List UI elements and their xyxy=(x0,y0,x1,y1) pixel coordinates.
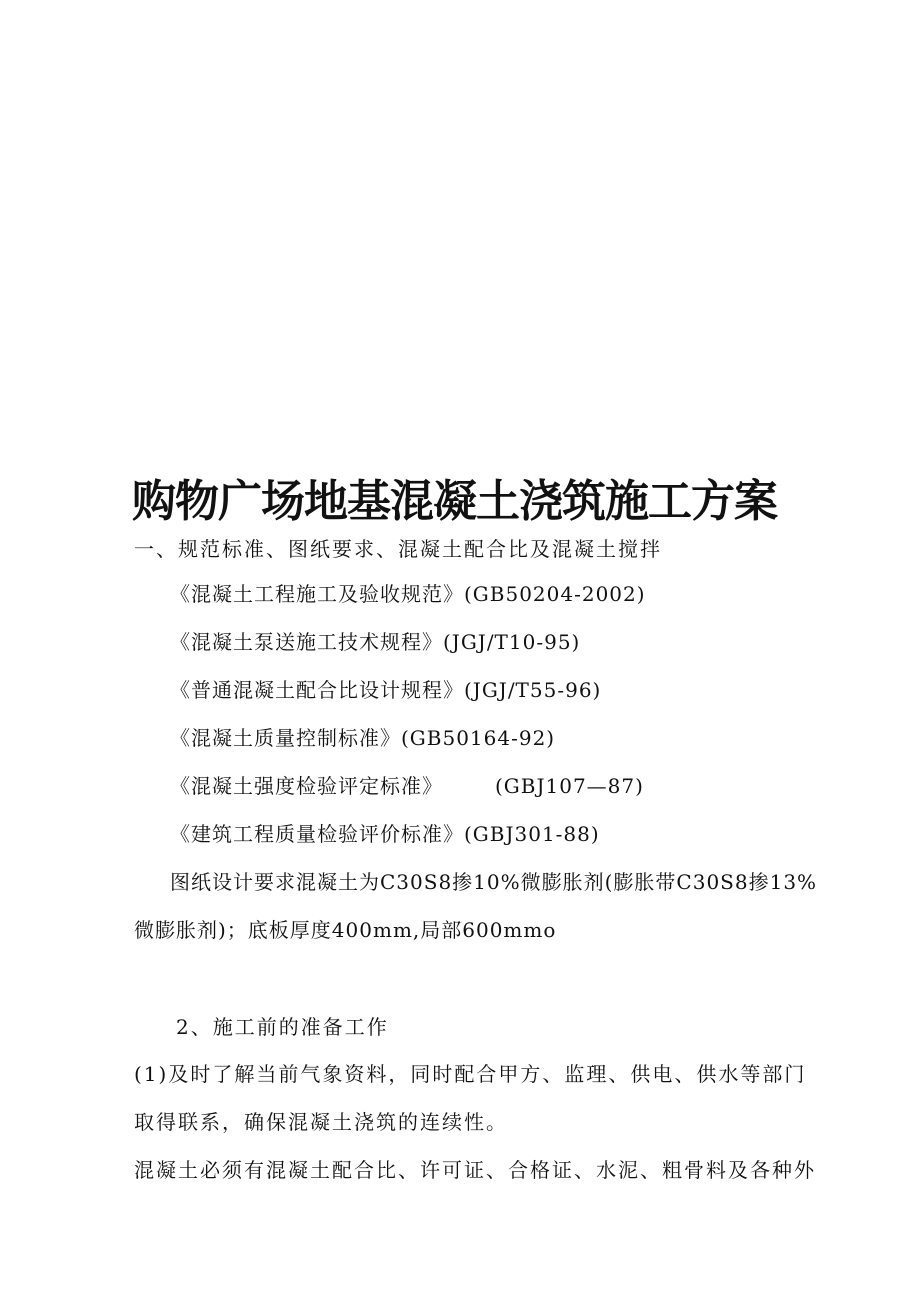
reference-name: 《混凝土质量控制标准》 xyxy=(170,726,401,750)
reference-item xyxy=(170,820,600,848)
design-requirement-text: 微膨胀剂)；底板厚度400mm,局部600mmo xyxy=(134,918,557,942)
reference-item xyxy=(170,772,644,800)
reference-code: (JGJ/T10-95) xyxy=(443,630,581,654)
paragraph-text: 混凝土必须有混凝土配合比、许可证、合格证、水泥、粗骨料及各种外 xyxy=(134,1158,816,1182)
reference-code: (GBJ301-88) xyxy=(464,822,600,846)
reference-code: (GB50164-92) xyxy=(401,726,556,750)
reference-item xyxy=(170,580,646,608)
reference-item xyxy=(170,676,601,704)
design-requirement-text: 图纸设计要求混凝土为C30S8掺10%微膨胀剂(膨胀带C30S8掺13% xyxy=(170,870,818,894)
paragraph-text: (1)及时了解当前气象资料，同时配合甲方、监理、供电、供水等部门 xyxy=(134,1062,807,1086)
document-title: 购物广场地基混凝土浇筑施工方案 xyxy=(132,476,777,527)
reference-name: 《混凝土工程施工及验收规范》 xyxy=(170,582,464,606)
paragraph-text: 取得联系，确保混凝土浇筑的连续性。 xyxy=(134,1110,508,1134)
reference-item xyxy=(170,724,555,752)
reference-name: 《普通混凝土配合比设计规程》 xyxy=(170,678,464,702)
section-heading-preparation: 2、施工前的准备工作 xyxy=(176,1015,389,1039)
reference-name: 《混凝土强度检验评定标准》 xyxy=(170,774,443,798)
reference-code: (JGJ/T55-96) xyxy=(464,678,602,702)
section-heading-standards: 一、规范标准、图纸要求、混凝土配合比及混凝土搅拌 xyxy=(134,537,662,561)
reference-name: 《混凝土泵送施工技术规程》 xyxy=(170,630,443,654)
reference-name: 《建筑工程质量检验评价标准》 xyxy=(170,822,464,846)
reference-code: (GB50204-2002) xyxy=(464,582,646,606)
reference-code: (GBJ107—87) xyxy=(495,774,644,798)
reference-item xyxy=(170,628,580,656)
